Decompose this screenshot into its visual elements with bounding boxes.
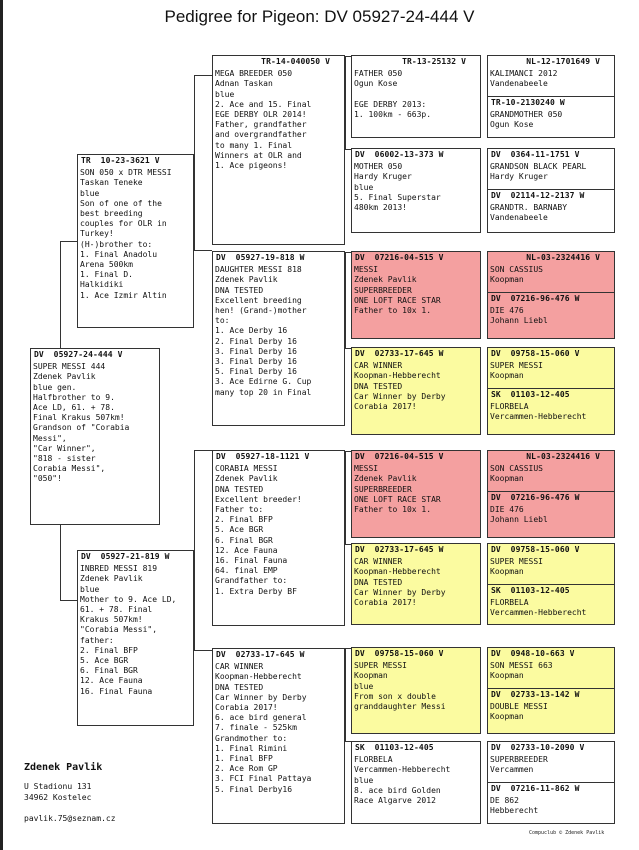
pedigree-box-b27 [488, 648, 614, 688]
connector [194, 75, 195, 250]
ring-number: DV 0364-11-1751 V [491, 150, 580, 159]
pigeon-info-line: 2. Final Derby 16 [215, 336, 297, 346]
connector [60, 241, 61, 348]
ring-number: DV 02733-17-645 W [216, 650, 305, 659]
pigeon-info-line: EGE DERBY OLR 2014! [215, 110, 307, 120]
pigeon-info-line: SUPERBREEDER [490, 755, 548, 765]
pigeon-info-line: Messi", [33, 433, 67, 443]
pigeon-info-line: 16. Final Fauna [80, 686, 153, 696]
pigeon-info-line: many top 20 in Final [215, 387, 312, 397]
owner-email: pavlik.75@seznam.cz [24, 814, 116, 823]
pigeon-info-line: 1. Final Anadolu [80, 249, 158, 259]
pigeon-info-line: blue gen. [33, 382, 77, 392]
connector [345, 451, 351, 452]
pigeon-info-line: Koopman [354, 671, 388, 681]
pedigree-box-b16 [488, 96, 614, 137]
pigeon-info-line: 1. Ace Derby 16 [215, 326, 288, 336]
ring-number: SK 01103-12-405 [491, 586, 570, 595]
pigeon-info-line: SON 050 x DTR MESSI [80, 168, 172, 178]
pedigree-box-b3 [212, 55, 345, 245]
pigeon-info-line: Koopman [490, 275, 524, 285]
ring-number: NL-03-2324416 V [526, 452, 600, 461]
pigeon-info-line: 1. 100km - 663p. [354, 110, 432, 120]
pigeon-info-line: (H-)brother to: [80, 239, 153, 249]
owner-street: U Stadionu 131 [24, 782, 92, 791]
pigeon-info-line: blue [354, 681, 374, 691]
connector [194, 650, 212, 651]
pigeon-info-line: "Car Winner", [33, 443, 96, 453]
pedigree-box-pair [487, 450, 615, 538]
ring-number: DV 07216-04-515 V [355, 253, 444, 262]
pigeon-info-line: 64. final EMP [215, 566, 278, 576]
pigeon-info-line: 3. Final Derby 16 [215, 357, 297, 367]
ring-number: DV 05927-18-1121 V [216, 452, 310, 461]
pigeon-info-line: DAUGHTER MESSI 818 [215, 265, 302, 275]
pigeon-info-line: Zdenek Pavlik [354, 275, 417, 285]
ring-number: TR-14-040050 V [261, 57, 330, 66]
pigeon-info-line: 1. Final Rimini [215, 743, 288, 753]
pigeon-info-line: Ace LD, 61. + 78. [33, 403, 115, 413]
ring-number: DV 05927-24-444 V [34, 350, 123, 359]
connector [194, 450, 195, 650]
connector [345, 252, 351, 253]
ring-number: DV 05927-19-818 W [216, 253, 305, 262]
pigeon-info-line: blue [354, 775, 374, 785]
ring-number: DV 07216-96-476 W [491, 294, 580, 303]
pigeon-info-line: Arena 500km [80, 260, 133, 270]
pigeon-info-line: best breeding [80, 209, 143, 219]
pedigree-box-b13 [351, 647, 481, 734]
ring-number: DV 0948-10-663 V [491, 649, 575, 658]
pigeon-info-line: FATHER 050 [354, 69, 403, 79]
pigeon-info-line: DNA TESTED [215, 285, 264, 295]
pedigree-box-b29 [488, 742, 614, 782]
pedigree-box-b10 [351, 347, 481, 435]
pigeon-info-line: Car Winner by Derby [215, 692, 307, 702]
pigeon-info-line: SUPER MESSI [354, 661, 407, 671]
pigeon-info-line: "Corabia Messi", [80, 625, 158, 635]
pedigree-box-b19 [488, 252, 614, 292]
pigeon-info-line: Father to 10x 1. [354, 306, 432, 316]
pedigree-box-b26 [488, 584, 614, 624]
pigeon-info-line: 3. Ace Edirne G. Cup [215, 377, 312, 387]
pigeon-info-line: Father, grandfather [215, 120, 307, 130]
pigeon-info-line: 1. Ace Izmir Altin [80, 290, 167, 300]
pedigree-box-b17 [488, 149, 614, 189]
pigeon-info-line: DNA TESTED [354, 381, 403, 391]
pigeon-info-line: Zdenek Pavlik [80, 574, 143, 584]
pigeon-info-line [352, 90, 480, 100]
ring-number: TR 10-23-3621 V [81, 156, 160, 165]
pigeon-info-line: EGE DERBY 2013: [354, 99, 427, 109]
pigeon-info-line: 2. Ace Rom GP [215, 764, 278, 774]
pigeon-info-line: ONE LOFT RACE STAR [354, 295, 441, 305]
pedigree-box-pair [487, 543, 615, 625]
pigeon-info-line: blue [80, 584, 100, 594]
pedigree-box-b1 [77, 154, 194, 328]
connector [345, 56, 351, 57]
pigeon-info-line: Ogun Kose [490, 120, 534, 130]
pedigree-box-pair [487, 251, 615, 339]
pigeon-info-line: GRANDSON BLACK PEARL [490, 162, 587, 172]
pigeon-info-line: SON CASSIUS [490, 265, 543, 275]
pedigree-box-pair [487, 741, 615, 824]
pigeon-info-line: Corabia 2017! [354, 402, 417, 412]
pigeon-info-line: Koopman [490, 371, 524, 381]
pigeon-info-line: Zdenek Pavlik [215, 275, 278, 285]
pigeon-info-line: 1. Extra Derby BF [215, 586, 297, 596]
pigeon-info-line: 5. Ace BGR [215, 525, 264, 535]
connector [60, 600, 77, 601]
ring-number: NL-03-2324416 V [526, 253, 600, 262]
pedigree-box-b7 [351, 55, 481, 138]
connector [345, 56, 346, 149]
pigeon-info-line: 6. ace bird general [215, 713, 307, 723]
pigeon-info-line: 6. Final BGR [215, 535, 273, 545]
pedigree-box-b21 [488, 348, 614, 388]
ring-number: TR-10-2130240 W [491, 98, 565, 107]
connector [345, 348, 351, 349]
pigeon-info-line: SUPERBREEDER [354, 484, 412, 494]
pedigree-box-b9 [351, 251, 481, 339]
pigeon-info-line: Winners at OLR and [215, 150, 302, 160]
pigeon-info-line: Corabia 2017! [354, 598, 417, 608]
pigeon-info-line: Koopman-Hebberecht [354, 567, 441, 577]
pigeon-info-line: 7. finale - 525km [215, 723, 297, 733]
pigeon-info-line: Hebberecht [490, 806, 539, 816]
pigeon-info-line: blue [215, 89, 235, 99]
pedigree-box-b23 [488, 451, 614, 491]
pigeon-info-line: DNA TESTED [215, 484, 264, 494]
pigeon-info-line: Zdenek Pavlik [215, 474, 278, 484]
connector [345, 648, 346, 741]
pigeon-info-line: MOTHER 050 [354, 162, 403, 172]
pigeon-info-line: 3. FCI Final Pattaya [215, 774, 312, 784]
owner-name: Zdenek Pavlik [24, 762, 103, 773]
pigeon-info-line: Koopman-Hebberecht [354, 371, 441, 381]
pigeon-info-line: Adnan Taskan [215, 79, 273, 89]
pigeon-info-line: blue [354, 182, 374, 192]
pigeon-info-line: 61. + 78. Final [80, 605, 153, 615]
pedigree-box-b24 [488, 491, 614, 537]
pigeon-info-line: Father to 10x 1. [354, 505, 432, 515]
pigeon-info-line: Grandfather to: [215, 576, 288, 586]
pedigree-box-b15 [488, 56, 614, 96]
pigeon-info-line: Koopman [490, 474, 524, 484]
connector [345, 648, 351, 649]
pigeon-info-line: to many 1. Final [215, 140, 293, 150]
pigeon-info-line: Son of one of the [80, 198, 162, 208]
pigeon-info-line: Mother to 9. Ace LD, [80, 594, 177, 604]
pigeon-info-line: 3. Final Derby 16 [215, 346, 297, 356]
pigeon-info-line: Car Winner by Derby [354, 391, 446, 401]
owner-city: 34962 Kostelec [24, 793, 92, 802]
ring-number: DV 06002-13-373 W [355, 150, 444, 159]
pedigree-box-b22 [488, 388, 614, 434]
pigeon-info-line: 5. Ace BGR [80, 656, 129, 666]
pedigree-box-b11 [351, 450, 481, 538]
pigeon-info-line: Car Winner by Derby [354, 587, 446, 597]
pigeon-info-line: SUPER MESSI [490, 361, 543, 371]
pigeon-info-line: 1. Ace pigeons! [215, 161, 288, 171]
ring-number: DV 07216-11-862 W [491, 784, 580, 793]
pedigree-box-pair [487, 55, 615, 138]
ring-number: DV 02733-13-142 W [491, 690, 580, 699]
pigeon-info-line: granddaughter Messi [354, 702, 446, 712]
connector [345, 451, 346, 544]
ring-number: DV 07216-96-476 W [491, 493, 580, 502]
pigeon-info-line: From son x double [354, 691, 436, 701]
pigeon-info-line: CAR WINNER [354, 557, 403, 567]
pigeon-info-line: Vandenabeele [490, 79, 548, 89]
pigeon-info-line: Koopman [490, 671, 524, 681]
pigeon-info-line: SUPER MESSI 444 [33, 362, 106, 372]
pedigree-box-b8 [351, 148, 481, 233]
pigeon-info-line: DE 862 [490, 796, 519, 806]
pigeon-info-line: Taskan Teneke [80, 178, 143, 188]
pigeon-info-line: Race Algarve 2012 [354, 796, 436, 806]
pigeon-info-line: MESSI [354, 265, 379, 275]
pigeon-info-line: SUPER MESSI [490, 557, 543, 567]
connector [194, 75, 212, 76]
pedigree-box-b0 [30, 348, 160, 525]
pigeon-info-line: Vercammen-Hebberecht [490, 608, 587, 618]
pigeon-info-line: 2. Final BFP [215, 515, 273, 525]
pigeon-info-line: GRANDTR. BARNABY [490, 203, 568, 213]
ring-number: DV 02733-17-645 W [355, 349, 444, 358]
pigeon-info-line: Vercammen-Hebberecht [490, 412, 587, 422]
credit-footer: Compuclub © Zdenek Pavlik [529, 830, 605, 836]
pigeon-info-line: father: [80, 635, 114, 645]
pigeon-info-line: 2. Final BFP [80, 645, 138, 655]
pigeon-info-line: 1. Final D. [80, 270, 133, 280]
pedigree-box-b12 [351, 543, 481, 625]
ring-number: DV 02733-17-645 W [355, 545, 444, 554]
pigeon-info-line: hen! (Grand-)mother [215, 306, 307, 316]
pigeon-info-line: SUPERBREEDER [354, 285, 412, 295]
connector [194, 450, 212, 451]
pigeon-info-line: DIE 476 [490, 306, 524, 316]
pedigree-box-pair [487, 647, 615, 734]
pigeon-info-line: INBRED MESSI 819 [80, 564, 158, 574]
pigeon-info-line: 12. Ace Fauna [215, 545, 278, 555]
pigeon-info-line: Excellent breeder! [215, 494, 302, 504]
pigeon-info-line: Hardy Kruger [490, 172, 548, 182]
pigeon-info-line: DNA TESTED [215, 682, 264, 692]
ring-number: DV 09758-15-060 V [491, 545, 580, 554]
ring-number: NL-12-1701649 V [526, 57, 600, 66]
pigeon-info-line: Grandson of "Corabia [33, 423, 130, 433]
pigeon-info-line: to: [215, 316, 230, 326]
pigeon-info-line: SON MESSI 663 [490, 661, 553, 671]
pigeon-info-line: Halkidiki [80, 280, 124, 290]
pigeon-info-line: Turkey! [80, 229, 114, 239]
pigeon-info-line: Koopman [490, 567, 524, 577]
pigeon-info-line: 16. Final Fauna [215, 556, 288, 566]
pigeon-info-line: Johann Liebl [490, 515, 548, 525]
pedigree-box-pair [487, 148, 615, 233]
ring-number: DV 05927-21-819 W [81, 552, 170, 561]
connector [345, 741, 351, 742]
pigeon-info-line: Grandmother to: [215, 733, 288, 743]
pigeon-info-line: Krakus 507km! [80, 615, 143, 625]
left-edge-border [0, 0, 3, 850]
pedigree-box-b25 [488, 544, 614, 584]
pigeon-info-line: Vercammen [490, 765, 534, 775]
pedigree-box-b4 [212, 251, 345, 426]
pigeon-info-line: Halfbrother to 9. [33, 392, 115, 402]
pigeon-info-line: 5. Final Superstar [354, 192, 441, 202]
pedigree-box-b18 [488, 189, 614, 232]
pigeon-info-line: and overgrandfather [215, 130, 307, 140]
pigeon-info-line: Father to: [215, 505, 264, 515]
pigeon-info-line: KALIMANCI 2012 [490, 69, 558, 79]
pigeon-info-line: Zdenek Pavlik [354, 474, 417, 484]
ring-number: SK 01103-12-405 [491, 390, 570, 399]
pigeon-info-line: CAR WINNER [215, 662, 264, 672]
pigeon-info-line: Final Krakus 507km! [33, 413, 125, 423]
ring-number: DV 09758-15-060 V [491, 349, 580, 358]
pigeon-info-line: Ogun Kose [354, 79, 398, 89]
connector [345, 149, 351, 150]
pigeon-info-line: CORABIA MESSI [215, 464, 278, 474]
pigeon-info-line: CAR WINNER [354, 361, 403, 371]
ring-number: DV 09758-15-060 V [355, 649, 444, 658]
pigeon-info-line: FLORBELA [490, 598, 529, 608]
pigeon-info-line: SON CASSIUS [490, 464, 543, 474]
pigeon-info-line: FLORBELA [490, 402, 529, 412]
pigeon-info-line: couples for OLR in [80, 219, 167, 229]
pigeon-info-line: Corabia 2017! [215, 703, 278, 713]
pedigree-box-b5 [212, 450, 345, 626]
connector [194, 250, 212, 251]
pigeon-info-line: Zdenek Pavlik [33, 372, 96, 382]
connector [60, 525, 61, 600]
pigeon-info-line: 2. Ace and 15. Final [215, 99, 312, 109]
pigeon-info-line: 8. ace bird Golden [354, 785, 441, 795]
pedigree-box-b2 [77, 550, 194, 726]
pigeon-info-line: Koopman [490, 712, 524, 722]
connector [345, 252, 346, 348]
ring-number: TR-13-25132 V [402, 57, 466, 66]
pigeon-info-line: 6. Final BGR [80, 666, 138, 676]
pedigree-box-b30 [488, 782, 614, 823]
pigeon-info-line: MEGA BREEDER 050 [215, 69, 293, 79]
pigeon-info-line: 480km 2013! [354, 203, 407, 213]
page-title: Pedigree for Pigeon: DV 05927-24-444 V [164, 7, 475, 26]
pigeon-info-line: DOUBLE MESSI [490, 702, 548, 712]
pigeon-info-line: ONE LOFT RACE STAR [354, 494, 441, 504]
pedigree-box-pair [487, 347, 615, 435]
ring-number: DV 02733-10-2090 V [491, 743, 585, 752]
pigeon-info-line: blue [80, 188, 100, 198]
pigeon-info-line: DIE 476 [490, 505, 524, 515]
pigeon-info-line: Vandenabeele [490, 213, 548, 223]
pigeon-info-line: Excellent breeding [215, 295, 302, 305]
pigeon-info-line: Koopman-Hebberecht [215, 672, 302, 682]
pedigree-box-b28 [488, 688, 614, 733]
pigeon-info-line: Hardy Kruger [354, 172, 412, 182]
pigeon-info-line: FLORBELA [354, 755, 393, 765]
connector [345, 544, 351, 545]
pigeon-info-line: Corabia Messi", [33, 464, 106, 474]
pigeon-info-line: 1. Final BFP [215, 754, 273, 764]
pigeon-info-line: MESSI [354, 464, 379, 474]
pedigree-box-b6 [212, 648, 345, 824]
pigeon-info-line: GRANDMOTHER 050 [490, 110, 563, 120]
pigeon-info-line: 5. Final Derby 16 [215, 367, 297, 377]
ring-number: DV 02114-12-2137 W [491, 191, 585, 200]
ring-number: DV 07216-04-515 V [355, 452, 444, 461]
pigeon-info-line: Vercammen-Hebberecht [354, 765, 451, 775]
pigeon-info-line: DNA TESTED [354, 577, 403, 587]
pigeon-info-line: 5. Final Derby16 [215, 784, 293, 794]
pigeon-info-line: "050"! [33, 474, 62, 484]
connector [60, 241, 77, 242]
pedigree-box-b20 [488, 292, 614, 338]
pigeon-info-line: Johann Liebl [490, 316, 548, 326]
pedigree-box-b14 [351, 741, 481, 824]
pigeon-info-line: 12. Ace Fauna [80, 676, 143, 686]
pigeon-info-line: "818 - sister [33, 454, 96, 464]
ring-number: SK 01103-12-405 [355, 743, 434, 752]
owner-block [24, 762, 116, 824]
